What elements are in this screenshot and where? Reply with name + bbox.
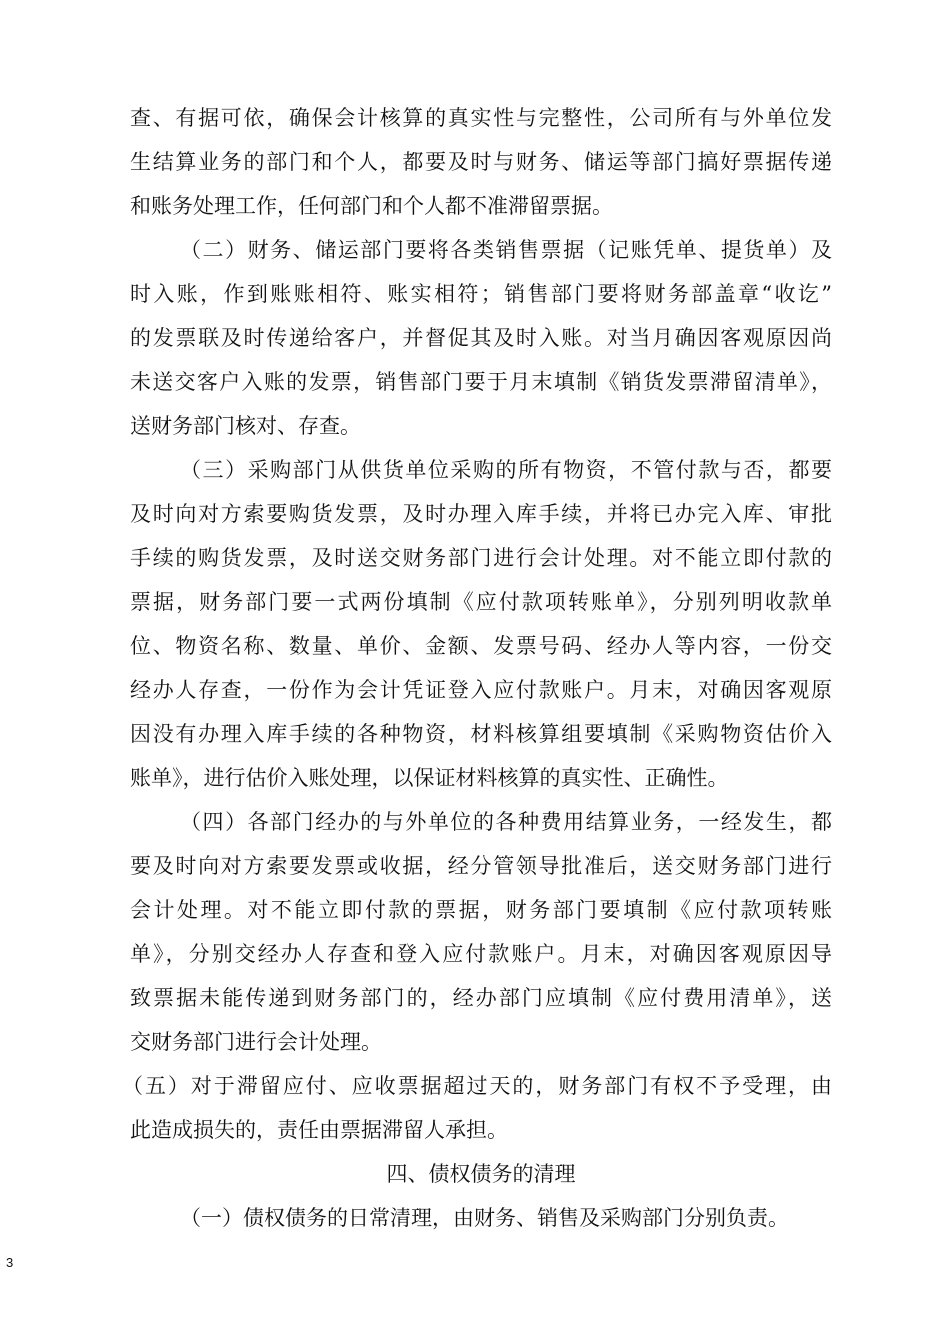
section-heading: 四、债权债务的清理 xyxy=(386,1162,576,1186)
text-line: 的发票联及时传递给客户，并督促其及时入账。对当月确因客观原因尚 xyxy=(130,326,832,350)
page-number: 3 xyxy=(6,1255,14,1270)
text-line: （四）各部门经办的与外单位的各种费用结算业务，一经发生，都 xyxy=(180,810,832,834)
text-line: （三）采购部门从供货单位采购的所有物资，不管付款与否，都要 xyxy=(180,458,832,482)
text-line: （二）财务、储运部门要将各类销售票据（记账凭单、提货单）及 xyxy=(180,238,832,262)
section-heading-block xyxy=(130,1152,832,1196)
text-line: （五）对于滞留应付、应收票据超过天的，财务部门有权不予受理，由 xyxy=(122,1074,832,1098)
text-line: 因没有办理入库手续的各种物资，材料核算组要填制《采购物资估价入 xyxy=(130,722,832,746)
text-line: （一）债权债务的日常清理，由财务、销售及采购部门分别负责。 xyxy=(180,1206,789,1230)
text-line: 交财务部门进行会计处理。 xyxy=(130,1030,382,1054)
text-line: 会计处理。对不能立即付款的票据，财务部门要填制《应付款项转账 xyxy=(130,898,832,922)
text-line: 票据，财务部门要一式两份填制《应付款项转账单》，分别列明收款单 xyxy=(130,590,832,614)
text-line: 单》，分别交经办人存查和登入应付款账户。月末，对确因客观原因导 xyxy=(130,942,832,966)
text-line: 和账务处理工作，任何部门和个人都不准滞留票据。 xyxy=(130,194,613,218)
text-line: 致票据未能传递到财务部门的，经办部门应填制《应付费用清单》，送 xyxy=(130,986,832,1010)
text-line: 时入账，作到账账相符、账实相符；销售部门要将财务部盖章“收讫” xyxy=(130,282,832,306)
document-body xyxy=(122,96,832,1240)
text-line: 未送交客户入账的发票，销售部门要于月末填制《销货发票滞留清单》， xyxy=(130,370,832,394)
paragraph-section-4-item-1 xyxy=(130,1196,832,1240)
text-line: 及时向对方索要购货发票，及时办理入库手续，并将已办完入库、审批 xyxy=(130,502,832,526)
text-line: 送财务部门核对、存查。 xyxy=(130,414,361,438)
text-line: 经办人存查，一份作为会计凭证登入应付款账户。月末，对确因客观原 xyxy=(130,678,832,702)
text-line: 位、物资名称、数量、单价、金额、发票号码、经办人等内容，一份交 xyxy=(130,634,832,658)
text-line: 账单》，进行估价入账处理，以保证材料核算的真实性、正确性。 xyxy=(130,766,729,790)
paragraph-item-2 xyxy=(130,228,832,448)
paragraph-item-5 xyxy=(122,1064,832,1152)
text-line: 要及时向对方索要发票或收据，经分管领导批准后，送交财务部门进行 xyxy=(130,854,832,878)
text-line: 查、有据可依，确保会计核算的真实性与完整性，公司所有与外单位发 xyxy=(130,106,832,130)
text-line: 此造成损失的，责任由票据滞留人承担。 xyxy=(130,1118,508,1142)
paragraph-item-3 xyxy=(130,448,832,800)
paragraph-item-4 xyxy=(130,800,832,1064)
text-line: 手续的购货发票，及时送交财务部门进行会计处理。对不能立即付款的 xyxy=(130,546,832,570)
text-line: 生结算业务的部门和个人，都要及时与财务、储运等部门搞好票据传递 xyxy=(130,150,832,174)
paragraph-continuation xyxy=(130,96,832,228)
